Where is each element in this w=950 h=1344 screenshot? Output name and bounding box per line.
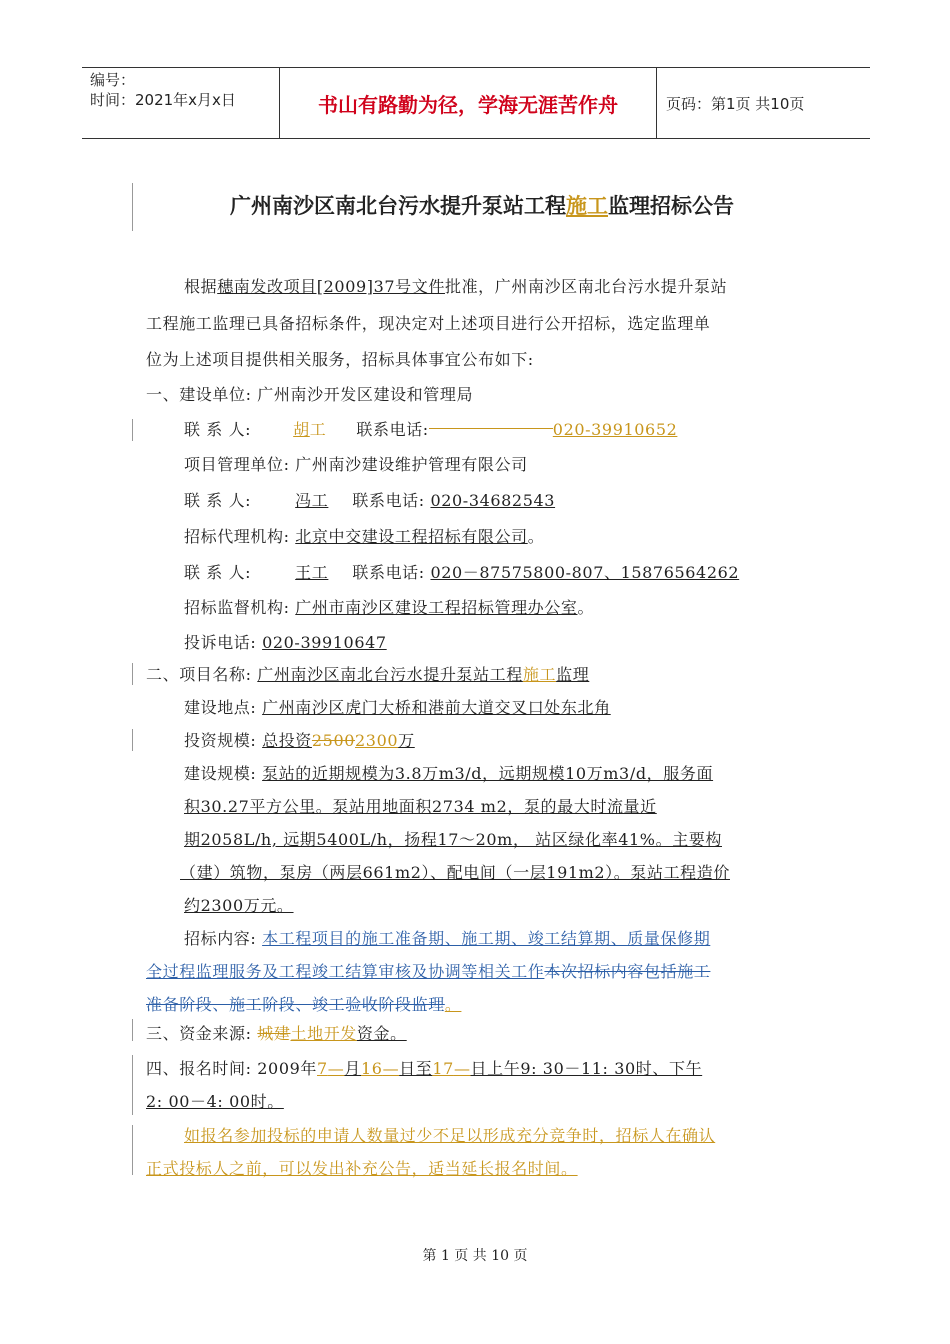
section-builder: 一、建设单位: 广州南沙开发区建设和管理局 bbox=[146, 385, 474, 404]
intro-line-1: 根据穗南发改项目[2009]37号文件批准，广州南沙区南北台污水提升泵站 bbox=[184, 277, 728, 296]
document-title: 广州南沙区南北台污水提升泵站工程施工监理招标公告 bbox=[230, 194, 734, 218]
scale-row-1: 建设规模: 泵站的近期规模为3.8万m3/d，远期规模10万m3/d，服务面 bbox=[184, 764, 714, 783]
content-row-2: 全过程监理服务及工程竣工结算审核及协调等相关工作本次招标内容包括施工 bbox=[146, 962, 711, 981]
scale-row-4: （建）筑物，泵房（两层661m2）、配电间（一层191m2）。泵站工程造价 bbox=[180, 863, 730, 882]
contact-phone-1: 020-39910652 bbox=[552, 420, 678, 439]
location-row: 建设地点: 广州南沙区虎门大桥和港前大道交叉口处东北角 bbox=[184, 698, 611, 717]
contact-phone-3: 020－87575800-807、15876564262 bbox=[430, 563, 740, 582]
scale-row-5: 约2300万元。 bbox=[184, 896, 294, 915]
document-number: 编号： bbox=[90, 71, 136, 89]
deleted-text: 2500 bbox=[311, 731, 356, 750]
content-row-3 bbox=[146, 994, 461, 1016]
project-manager-row: 项目管理单位: 广州南沙建设维护管理有限公司 bbox=[184, 455, 528, 474]
scale-row-2: 积30.27平方公里。泵站用地面积2734 m2，泵的最大时流量近 bbox=[184, 797, 657, 816]
supervisor-row: 招标监督机构: 广州市南沙区建设工程招标管理办公室。 bbox=[184, 598, 595, 617]
page-header bbox=[82, 67, 870, 139]
section-funding: 三、资金来源: 城建土地开发资金。 bbox=[146, 1024, 407, 1043]
revision-bar bbox=[132, 1019, 133, 1041]
inserted-text: 。 bbox=[444, 995, 462, 1014]
section-project-name: 二、项目名称: 广州南沙区南北台污水提升泵站工程施工监理 bbox=[146, 665, 590, 684]
investment-row: 投资规模: 总投资25002300万 bbox=[184, 731, 415, 750]
inserted-text: 施工 bbox=[522, 665, 557, 684]
intro-line-2: 工程施工监理已具备招标条件，现决定对上述项目进行公开招标，选定监理单 bbox=[146, 314, 711, 333]
document-date: 时间：2021年x月x日 bbox=[90, 91, 236, 109]
approval-doc-ref: 穗南发改项目[2009]37号文件 bbox=[217, 277, 445, 296]
contact-row-2: 联 系 人: 冯工 联系电话: 020-34682543 bbox=[184, 491, 556, 510]
contact-phone-2: 020-34682543 bbox=[430, 491, 556, 510]
page-footer: 第 1 页 共 10 页 bbox=[422, 1248, 528, 1264]
content-row-1: 招标内容: 本工程项目的施工准备期、施工期、竣工结算期、质量保修期 bbox=[184, 929, 711, 948]
deleted-text: 本次招标内容包括施工 bbox=[544, 962, 711, 981]
section-registration: 四、报名时间: 2009年7—月16—日至17—日上午9: 30－11: 30时、下午 bbox=[146, 1059, 703, 1078]
section-registration-2: 2: 00－4: 00时。 bbox=[146, 1092, 284, 1111]
inserted-text: 胡 bbox=[293, 420, 310, 439]
inserted-text: 施工 bbox=[566, 194, 608, 218]
revision-bar bbox=[132, 1055, 133, 1115]
agency-row: 招标代理机构: 北京中交建设工程招标有限公司。 bbox=[184, 527, 545, 546]
intro-line-3: 位为上述项目提供相关服务，招标具体事宜公布如下: bbox=[146, 350, 534, 369]
complaint-row: 投诉电话: 020-39910647 bbox=[184, 633, 387, 652]
note-line-2: 正式投标人之前，可以发出补充公告，适当延长报名时间。 bbox=[146, 1159, 578, 1178]
header-meta bbox=[82, 68, 280, 138]
revision-bar bbox=[132, 729, 133, 751]
revision-bar bbox=[132, 419, 133, 441]
note-line-1: 如报名参加投标的申请人数量过少不足以形成充分竞争时，招标人在确认 bbox=[184, 1126, 716, 1145]
contact-row-3: 联 系 人: 王工 联系电话: 020－87575800-807、15876564262 bbox=[184, 563, 740, 582]
revision-bar bbox=[132, 1125, 133, 1175]
deleted-text: 城建 bbox=[257, 1024, 291, 1043]
inserted-text: 2300 bbox=[355, 731, 399, 750]
header-motto: 书山有路勤为径，学海无涯苦作舟 bbox=[280, 68, 657, 138]
contact-row-1: 联 系 人: 胡工 联系电话: 020-39910652 bbox=[184, 420, 678, 439]
revision-bar bbox=[132, 663, 133, 685]
scale-row-3: 期2058L/h, 远期5400L/h，扬程17～20m， 站区绿化率41%。主要构 bbox=[184, 830, 722, 849]
inserted-text: 土地开发 bbox=[290, 1024, 357, 1043]
header-page-info: 页码：第1页 共10页 bbox=[666, 94, 805, 113]
deleted-text: 准备阶段、施工阶段、竣工验收阶段监理 bbox=[146, 995, 445, 1014]
